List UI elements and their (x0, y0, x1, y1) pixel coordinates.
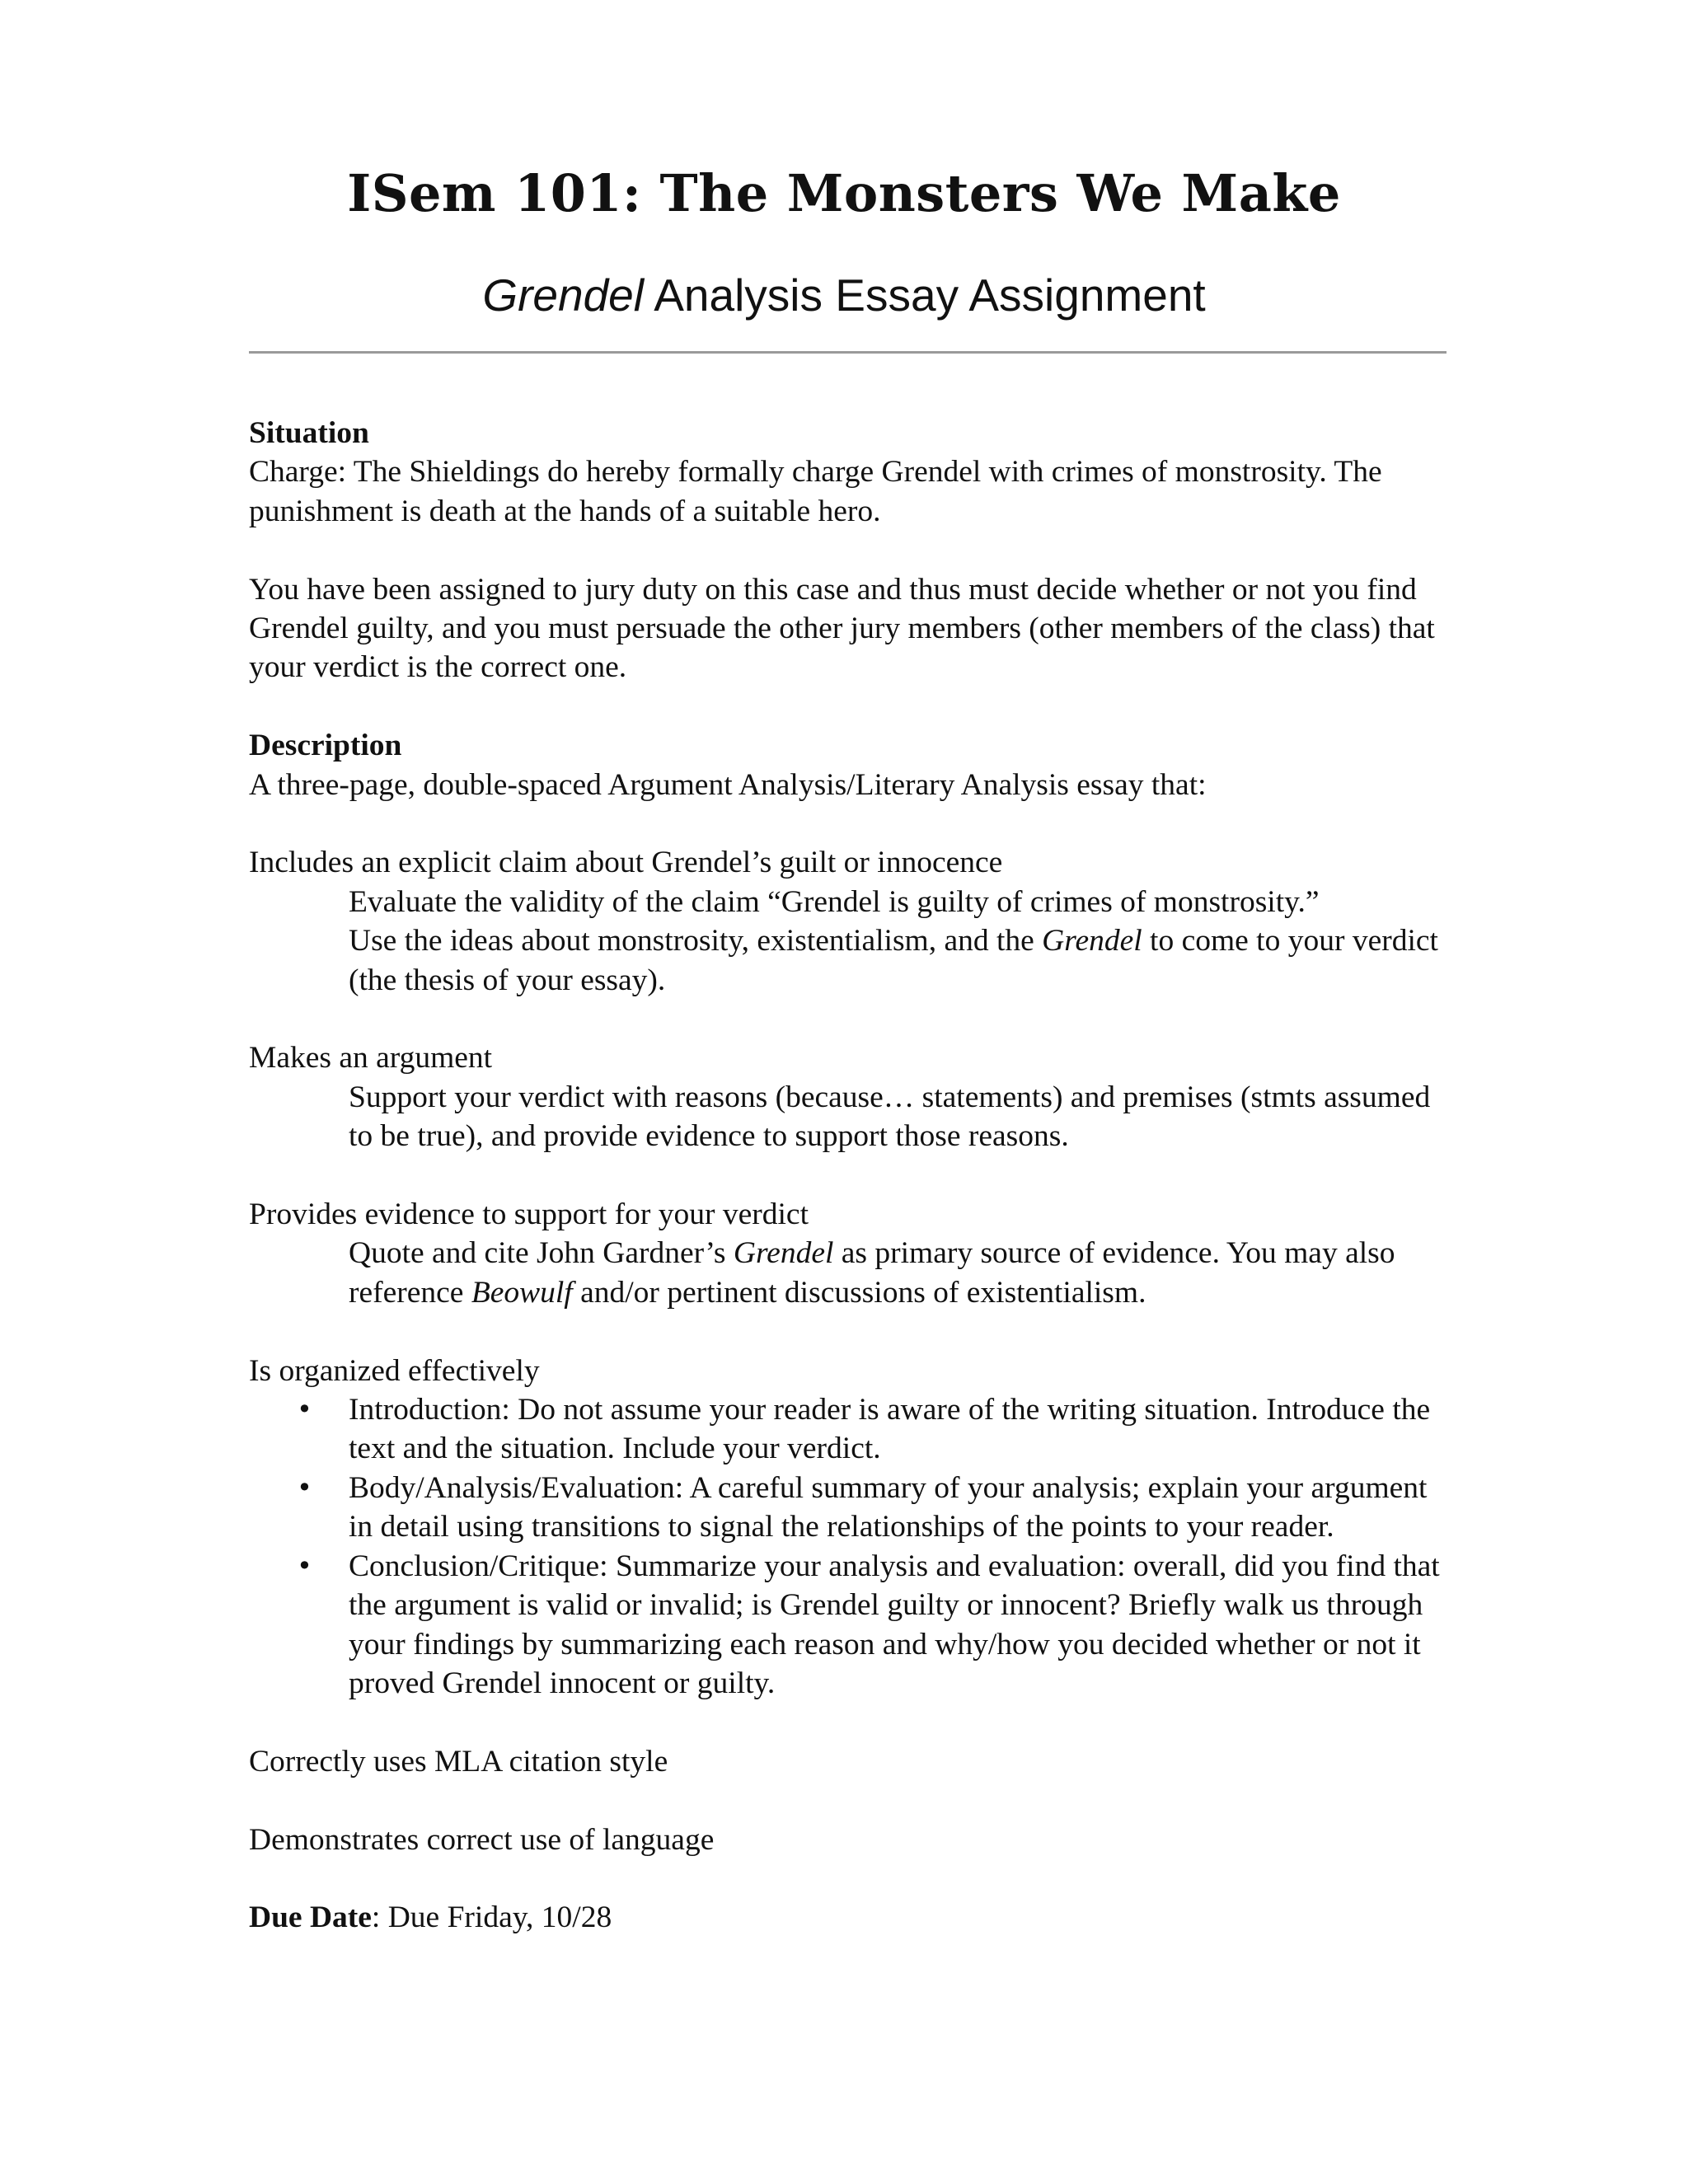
due-date-label: Due Date (249, 1900, 372, 1935)
assignment-subtitle (0, 262, 1688, 328)
organization-list (249, 1390, 1452, 1703)
claim-label: Includes an explicit claim about Grendel’s guilt or innocence (249, 846, 1003, 880)
claim-line-1: Evaluate the validity of the claim “Grendel is guilty of crimes of monstrosity.” (349, 884, 1320, 919)
situation-charge: Charge: The Shieldings do hereby formally charge Grendel with crimes of monstrosity. The punishment is death at the hands of a suitable hero. (249, 455, 1382, 528)
subtitle-rest: Analysis Essay Assignment (643, 269, 1206, 321)
list-item-text: Conclusion/Critique: Summarize your analysis and evaluation: overall, did you find that the argument is valid or invalid; is Grendel guilty or innocent? Briefly walk us through your findings by summarizing each reason and why/how you decided whether or not it proved Grendel innocent or guilty. (349, 1549, 1440, 1700)
due-date (249, 1898, 1452, 1937)
claim-text-a: Use the ideas about monstrosity, existentialism, and the (349, 924, 1043, 958)
assignment-body (249, 414, 1452, 1938)
argument-label: Makes an argument (249, 1041, 493, 1076)
claim-line-2 (349, 921, 1452, 1000)
evidence-label: Provides evidence to support for your verdict (249, 1197, 809, 1232)
description-heading: Description (249, 729, 402, 763)
evidence-text-a: Quote and cite John Gardner’s (349, 1236, 734, 1271)
list-item (249, 1547, 1452, 1704)
organized-label: Is organized effectively (249, 1353, 540, 1388)
bullet-icon: • (297, 1471, 312, 1503)
situation-heading: Situation (249, 416, 369, 450)
claim-detail (249, 883, 1452, 1000)
language-requirement: Demonstrates correct use of language (249, 1822, 715, 1857)
evidence-text-c: and/or pertinent discussions of existentialism. (572, 1275, 1146, 1310)
list-item-text: Body/Analysis/Evaluation: A careful summary of your analysis; explain your argument in detail using transitions to signal the relationships of the points to your reader. (349, 1470, 1428, 1544)
evidence-text-b: as primary source of evidence. You may also reference (349, 1236, 1395, 1310)
bullet-icon: • (297, 1549, 312, 1582)
due-date-value: : Due Friday, 10/28 (371, 1900, 612, 1935)
course-title: ISem 101: The Monsters We Make (347, 163, 1341, 223)
list-item (249, 1469, 1452, 1547)
claim-book-title: Grendel (1042, 924, 1142, 958)
situation-jury: You have been assigned to jury duty on this case and thus must decide whether or not you find Grendel guilty, and you must persuade the other jury members (other members of the class) that your verdict is the correct one. (249, 572, 1435, 685)
bullet-icon: • (297, 1394, 312, 1426)
subtitle-book-title: Grendel (482, 269, 644, 321)
claim-text-b: to come to your verdict (the thesis of your essay). (349, 924, 1438, 997)
list-item-text: Introduction: Do not assume your reader is aware of the writing situation. Introduce the text and the situation. Include your verdict. (349, 1393, 1431, 1466)
description-intro: A three-page, double-spaced Argument Analysis/Literary Analysis essay that: (249, 767, 1207, 802)
list-item (249, 1390, 1452, 1469)
evidence-book-beowulf: Beowulf (471, 1275, 573, 1310)
header-divider (249, 351, 1447, 354)
evidence-detail (249, 1234, 1452, 1312)
mla-requirement: Correctly uses MLA citation style (249, 1744, 668, 1779)
evidence-book-grendel: Grendel (733, 1236, 834, 1271)
argument-detail: Support your verdict with reasons (because… statements) and premises (stmts assumed to be true), and provide evidence to support those reasons. (349, 1080, 1431, 1154)
